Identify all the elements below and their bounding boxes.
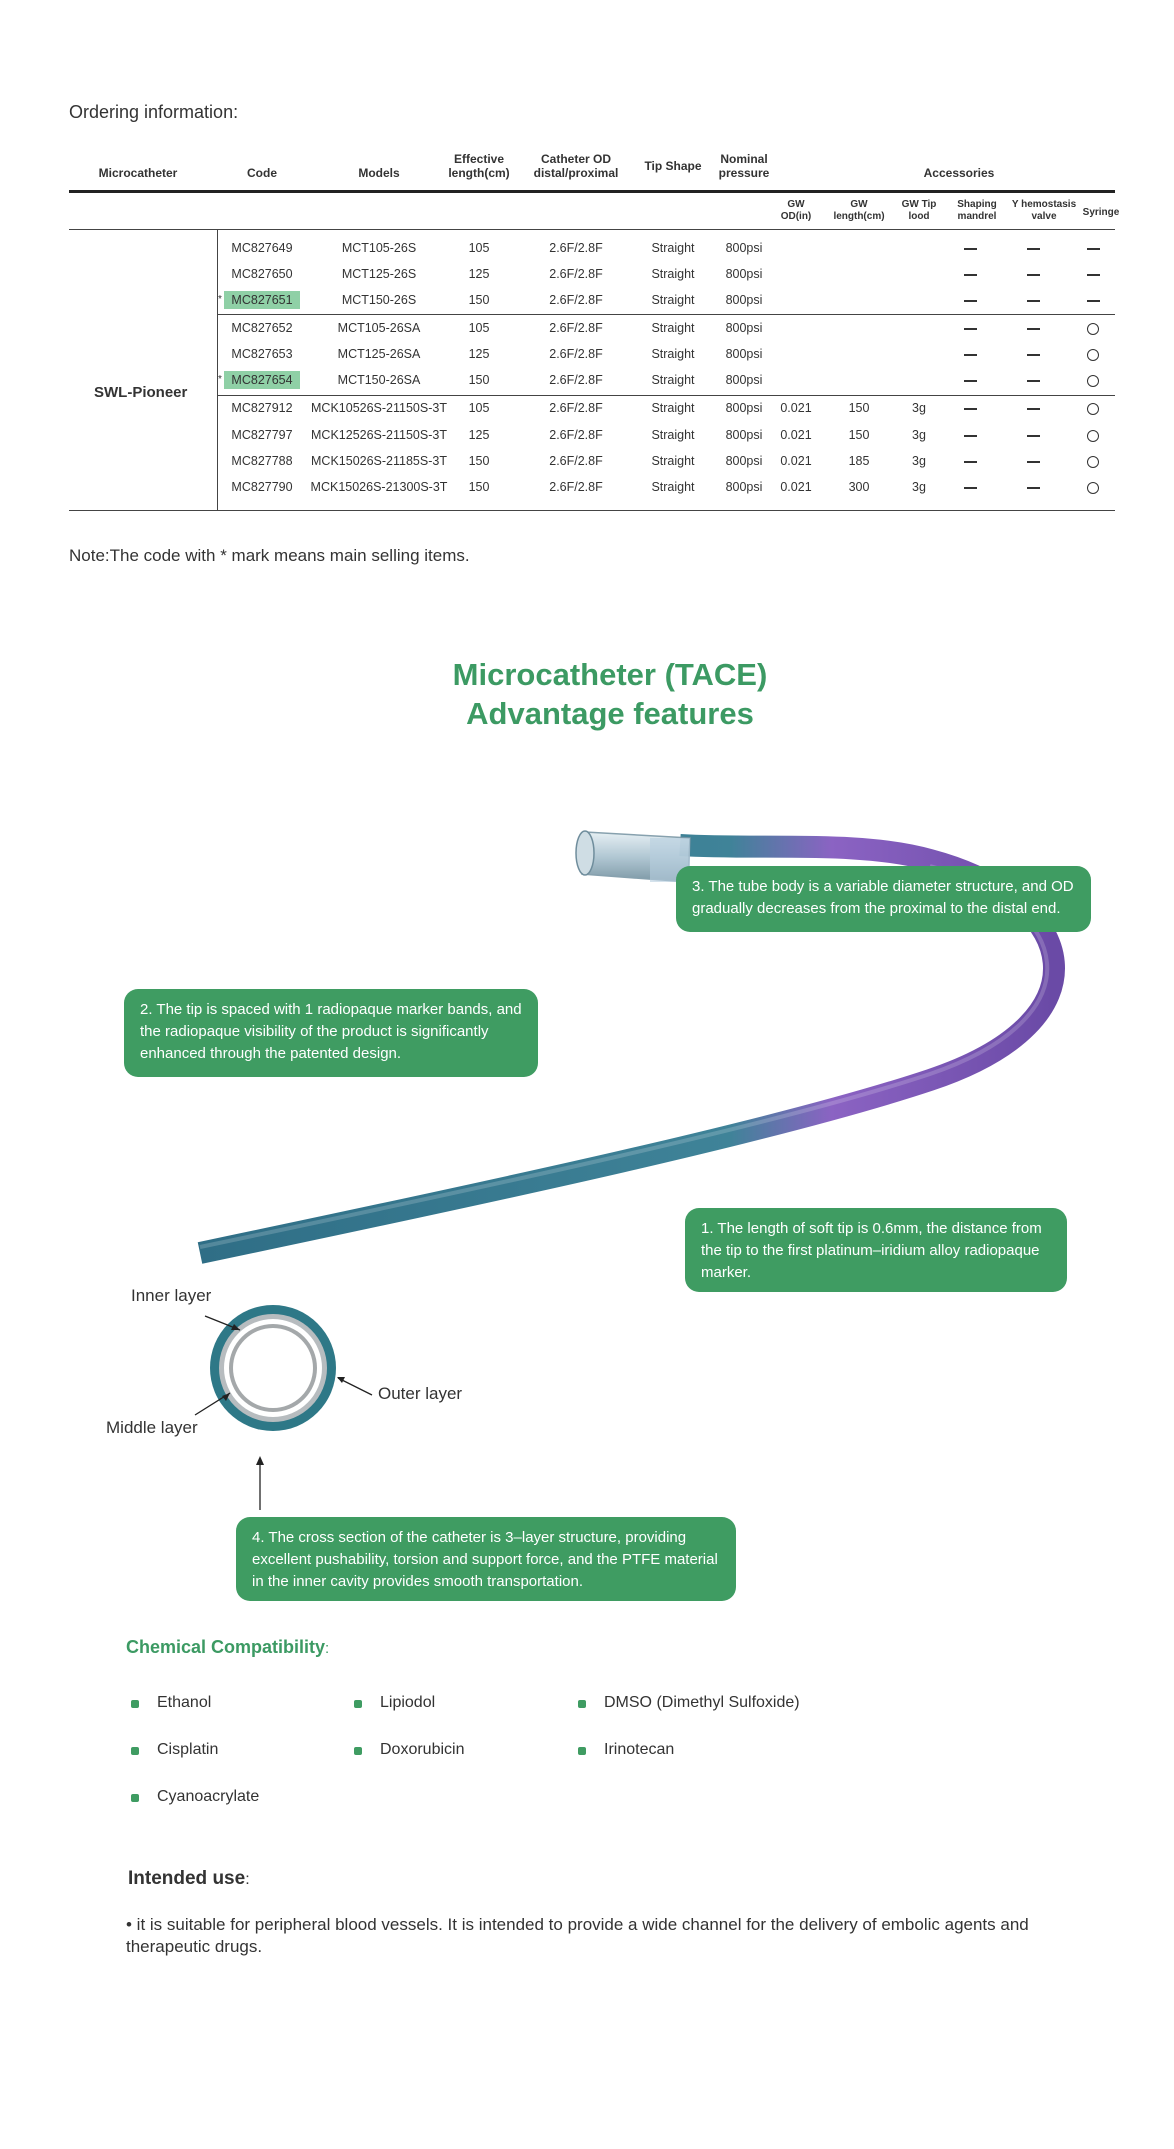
callout-marker-bands: 2. The tip is spaced with 1 radiopaque marker bands, and the radiopaque visibility of the product is significantly enhanced through the patented design.	[124, 989, 538, 1077]
cell-tip: Straight	[651, 293, 695, 307]
chemical-item: DMSO (Dimethyl Sulfoxide)	[604, 1694, 800, 1711]
cell-model: MCK15026S-21185S-3T	[311, 454, 447, 468]
header-y-valve: Y hemostasis valve	[1011, 199, 1077, 222]
advantages-title-line2: Advantage features	[466, 696, 754, 731]
chemical-item: Cyanoacrylate	[157, 1788, 260, 1805]
cell-gw-len: 300	[848, 480, 870, 494]
note-text: Note:The code with * mark means main selling items.	[69, 546, 470, 565]
main-item-star: *	[218, 374, 222, 385]
code-value: MC827653	[231, 347, 293, 361]
header-effective-length: Effective length(cm)	[448, 152, 510, 180]
header-catheter-od: Catheter OD distal/proximal	[533, 152, 619, 180]
cell-tip: Straight	[651, 347, 695, 361]
cross-section-diagram	[195, 1305, 372, 1510]
cell-model: MCK10526S-21150S-3T	[311, 401, 447, 415]
cell-model: MCT150-26SA	[337, 373, 421, 387]
cell-pressure: 800psi	[725, 267, 763, 281]
cell-tip: Straight	[651, 321, 695, 335]
intended-use-title	[128, 1868, 250, 1890]
label-inner-layer: Inner layer	[131, 1286, 212, 1305]
chemical-item: Irinotecan	[604, 1741, 675, 1758]
cell-length: 150	[468, 454, 490, 468]
header-nominal-pressure: Nominal pressure	[718, 152, 770, 180]
product-group-label: SWL-Pioneer	[94, 384, 188, 401]
cell-pressure: 800psi	[725, 321, 763, 335]
bullet-icon	[131, 1794, 139, 1802]
chemical-item: Ethanol	[157, 1694, 212, 1711]
callout-three-layer: 4. The cross section of the catheter is 3–layer structure, providing excellent pushability, torsion and support force, and the PTFE material in the inner cavity provides smooth transportation.	[236, 1517, 736, 1601]
cell-length: 125	[468, 347, 490, 361]
header-shaping-mandrel: Shaping mandrel	[957, 199, 997, 222]
cell-length: 105	[468, 241, 490, 255]
cell-od: 2.6F/2.8F	[549, 293, 603, 307]
callout-soft-tip: 1. The length of soft tip is 0.6mm, the distance from the tip to the first platinum–iridium alloy radiopaque marker.	[685, 1208, 1067, 1292]
chemical-title-colon: :	[325, 1640, 330, 1657]
cell-tip: Straight	[651, 241, 695, 255]
cell-gw-tip: 3g	[912, 401, 926, 415]
cell-tip: Straight	[651, 428, 695, 442]
code-value: MC827788	[231, 454, 293, 468]
header-tip-shape: Tip Shape	[644, 159, 702, 173]
bullet-icon	[578, 1747, 586, 1755]
cell-model: MCK12526S-21150S-3T	[311, 428, 447, 442]
advantages-title-line1: Microcatheter (TACE)	[452, 657, 768, 692]
code-value: MC827912	[231, 401, 293, 415]
cell-tip: Straight	[651, 401, 695, 415]
cell-pressure: 800psi	[725, 241, 763, 255]
chemical-item: Doxorubicin	[380, 1741, 465, 1758]
cell-tip: Straight	[651, 480, 695, 494]
cell-gw-od: 0.021	[780, 401, 812, 415]
cell-pressure: 800psi	[725, 347, 763, 361]
bullet-icon	[578, 1700, 586, 1708]
cell-od: 2.6F/2.8F	[549, 373, 603, 387]
cell-pressure: 800psi	[725, 428, 763, 442]
intended-use-title-colon: :	[245, 1871, 250, 1888]
cell-pressure: 800psi	[725, 401, 763, 415]
chemical-title-text: Chemical Compatibility	[126, 1637, 326, 1657]
header-accessories: Accessories	[923, 166, 995, 180]
cell-od: 2.6F/2.8F	[549, 267, 603, 281]
cell-gw-tip: 3g	[912, 480, 926, 494]
cell-pressure: 800psi	[725, 293, 763, 307]
chemical-item: Cisplatin	[157, 1741, 219, 1758]
header-syringe: Syringe	[1082, 207, 1120, 218]
cell-od: 2.6F/2.8F	[549, 241, 603, 255]
cell-model: MCK15026S-21300S-3T	[310, 480, 448, 494]
catheter-hub	[576, 831, 690, 882]
header-gw-od: GW OD(in)	[780, 199, 812, 222]
label-middle-layer: Middle layer	[106, 1418, 198, 1437]
cell-gw-od: 0.021	[780, 454, 812, 468]
bullet-icon	[131, 1747, 139, 1755]
code-value: MC827649	[231, 241, 293, 255]
label-outer-layer: Outer layer	[378, 1384, 463, 1403]
cell-model: MCT150-26S	[341, 293, 417, 307]
cell-gw-od: 0.021	[780, 428, 812, 442]
cell-pressure: 800psi	[725, 480, 763, 494]
bullet-icon	[131, 1700, 139, 1708]
header-code: Code	[247, 166, 277, 180]
cell-model: MCT105-26S	[341, 241, 417, 255]
cell-gw-tip: 3g	[912, 428, 926, 442]
cell-od: 2.6F/2.8F	[549, 321, 603, 335]
ordering-title: Ordering information:	[69, 102, 239, 122]
intended-use-text: • it is suitable for peripheral blood vessels. It is intended to provide a wide channel for the delivery of embolic agents and therapeutic drugs.	[126, 1915, 1029, 1956]
cell-tip: Straight	[651, 454, 695, 468]
header-gw-tip: GW Tip lood	[901, 199, 937, 222]
code-value: MC827654	[224, 371, 299, 389]
cell-gw-len: 150	[848, 428, 870, 442]
cell-length: 150	[468, 373, 490, 387]
header-microcatheter: Microcatheter	[98, 166, 178, 180]
main-item-star: *	[218, 294, 222, 305]
cell-tip: Straight	[651, 267, 695, 281]
header-models: Models	[358, 166, 400, 180]
callout-variable-diameter: 3. The tube body is a variable diameter structure, and OD gradually decreases from the proximal to the distal end.	[676, 866, 1091, 932]
cell-length: 125	[468, 428, 490, 442]
cell-pressure: 800psi	[725, 373, 763, 387]
cell-gw-tip: 3g	[912, 454, 926, 468]
intended-use-title-text: Intended use	[128, 1868, 246, 1889]
bullet-icon	[354, 1700, 362, 1708]
cell-tip: Straight	[651, 373, 695, 387]
code-value: MC827651	[224, 291, 299, 309]
cell-od: 2.6F/2.8F	[549, 480, 603, 494]
cell-gw-od: 0.021	[780, 480, 812, 494]
cell-length: 150	[468, 480, 490, 494]
code-value: MC827650	[231, 267, 293, 281]
cell-length: 125	[468, 267, 490, 281]
cell-od: 2.6F/2.8F	[549, 454, 603, 468]
bullet-icon	[354, 1747, 362, 1755]
cell-od: 2.6F/2.8F	[549, 401, 603, 415]
cell-length: 105	[468, 321, 490, 335]
chemical-compatibility-title	[126, 1637, 329, 1658]
code-value: MC827797	[231, 428, 293, 442]
cell-model: MCT125-26SA	[337, 347, 421, 361]
header-gw-length: GW length(cm)	[833, 199, 885, 222]
cell-pressure: 800psi	[725, 454, 763, 468]
cell-length: 150	[468, 293, 490, 307]
cell-model: MCT125-26S	[341, 267, 417, 281]
chemical-item: Lipiodol	[380, 1694, 436, 1711]
cell-model: MCT105-26SA	[337, 321, 421, 335]
code-value: MC827652	[231, 321, 293, 335]
cell-gw-len: 150	[848, 401, 870, 415]
cell-gw-len: 185	[848, 454, 870, 468]
code-value: MC827790	[231, 480, 293, 494]
cell-length: 105	[468, 401, 490, 415]
cell-od: 2.6F/2.8F	[549, 347, 603, 361]
cell-od: 2.6F/2.8F	[549, 428, 603, 442]
